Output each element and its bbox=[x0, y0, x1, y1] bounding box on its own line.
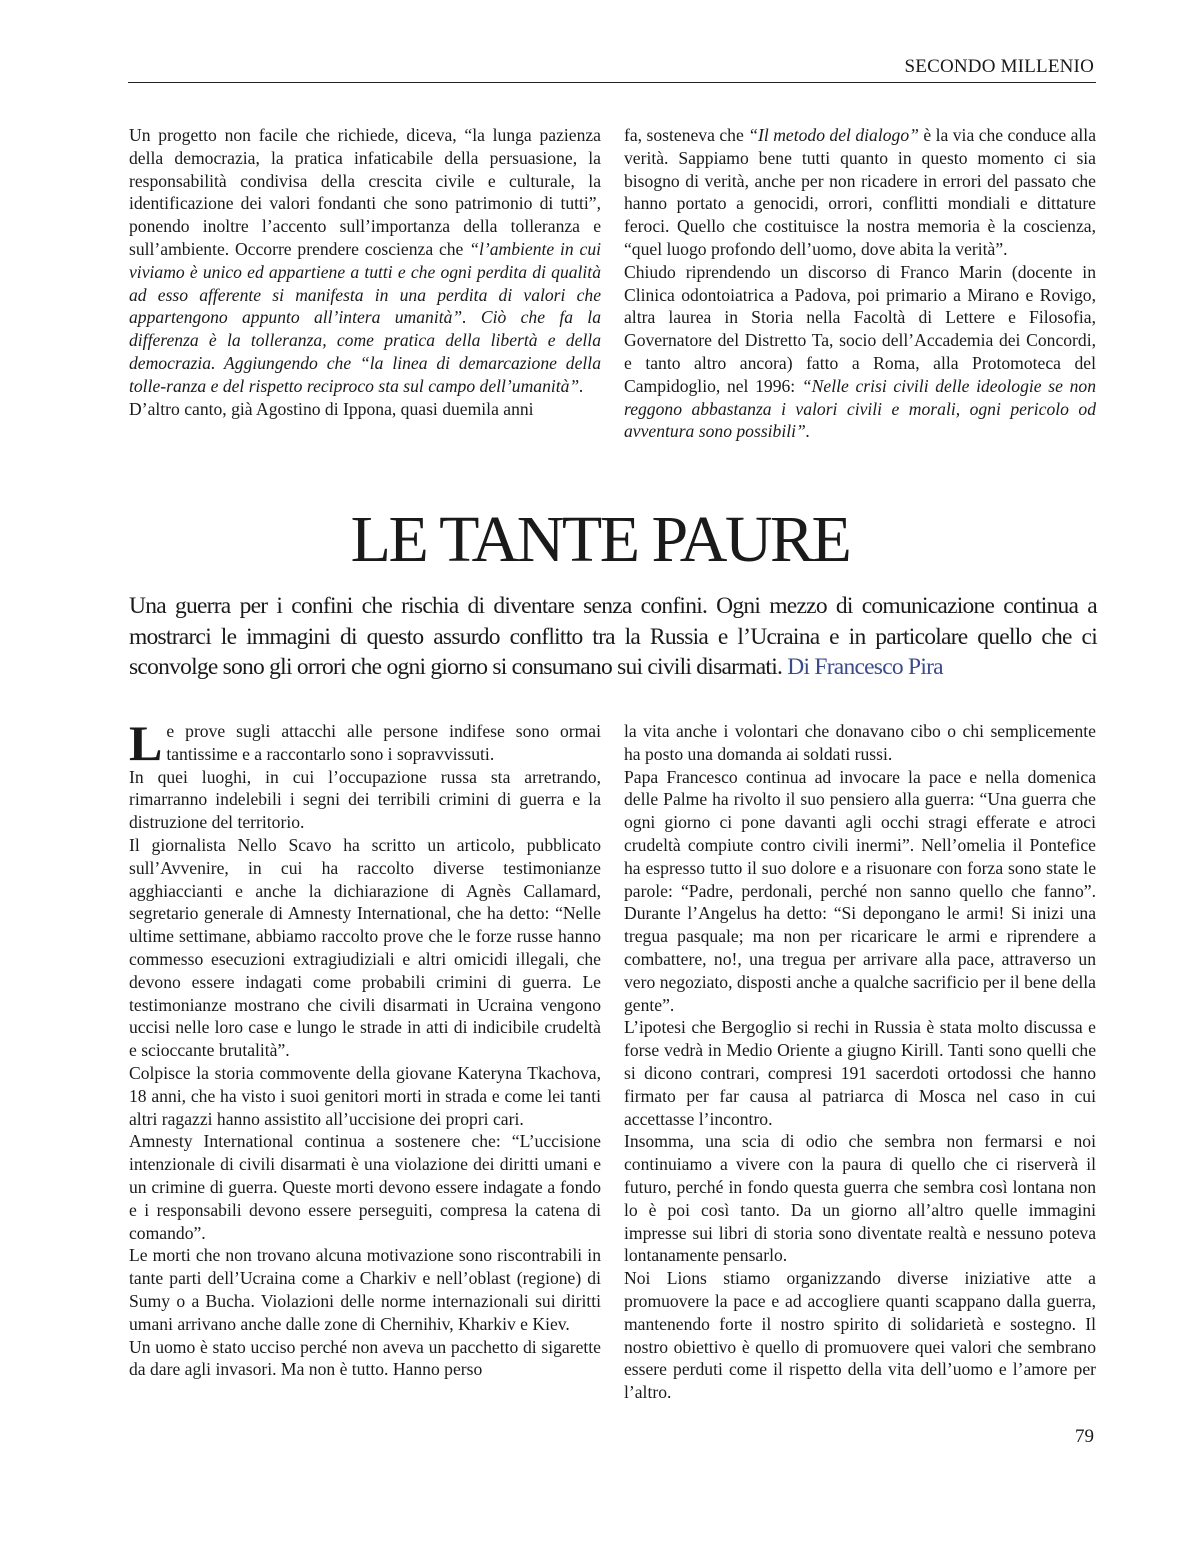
paragraph bbox=[624, 261, 1096, 443]
paragraph bbox=[624, 1016, 1096, 1130]
paragraph-text: L’ipotesi che Bergoglio si rechi in Russia è stata molto discussa e forse vedrà in Medio Oriente a giugno Kirill. Tanti sono quelli che si dicono contrari, compresi 191 sacerdoti ortodossi che hanno firmato per far causa al patriarca di Mosca nel caso in cui accettasse l’incontro. bbox=[624, 1017, 1096, 1129]
italic-text: “l’ambiente in cui viviamo è unico ed appartiene a tutti e che ogni perdita di qualità ad esso afferente si manifesta in una perdita di valori che appartengono appunto all’intera umanità”. Ciò che fa la differenza è la tolleranza, come pratica della libertà e della democrazia. Aggiungendo che “la linea di demarcazione della tolle-ranza e del rispetto reciproco sta sul campo dell’umanità”. bbox=[129, 238, 602, 396]
paragraph-text: Un uomo è stato ucciso perché non aveva un pacchetto di sigarette da dare agli invasori. Ma non è tutto. Hanno perso bbox=[129, 1336, 601, 1380]
paragraph bbox=[624, 1130, 1096, 1267]
paragraph bbox=[624, 720, 1096, 766]
paragraph bbox=[624, 766, 1096, 1017]
byline: Di Francesco Pira bbox=[787, 654, 943, 680]
paragraph bbox=[624, 1267, 1096, 1404]
paragraph bbox=[624, 124, 1096, 261]
top-article-col-1 bbox=[129, 124, 601, 420]
paragraph-text: Amnesty International continua a sostenere che: “L’uccisione intenzionale di civili disarmati è una violazione dei diritti umani e un crimine di guerra. Queste morti devono essere indagate a fondo e i responsabili devono essere perseguiti, compresa la catena di comando”. bbox=[129, 1131, 601, 1243]
paragraph bbox=[129, 1244, 601, 1335]
paragraph-text: In quei luoghi, in cui l’occupazione russa sta arretrando, rimarranno indelebili i segni dei terribili crimini di guerra e la distruzione del territorio. bbox=[129, 766, 601, 833]
article-col-2 bbox=[624, 720, 1096, 1404]
paragraph-text: Colpisce la storia commovente della giovane Kateryna Tkachova, 18 anni, che ha visto i suoi genitori morti in strada e come lei tanti altri ragazzi hanno assistito all’uccisione dei propri cari. bbox=[129, 1062, 601, 1129]
page-number: 79 bbox=[1075, 1426, 1094, 1447]
text-run: fa, sosteneva che bbox=[624, 125, 749, 145]
drop-cap: L bbox=[129, 715, 163, 771]
text-run: è la via che conduce alla verità. Sappiamo bene tutti quanto in questo momento ci sia bisogno di verità, anche per non ricadere in errori del passato che hanno portato a genocidi, orrori, conflitti mondiali e dittature feroci. Quello che costituisce la nostra memoria è la coscienza, “quel luogo profondo dell’uomo, dove abita la verità”. bbox=[624, 125, 1097, 259]
header-rule bbox=[128, 82, 1096, 83]
paragraph bbox=[129, 1062, 601, 1130]
paragraph-text: Papa Francesco continua ad invocare la pace e nella domenica delle Palme ha rivolto il suo pensiero alla guerra: “Una guerra che ogni giorno ci pone davanti agli occhi stragi efferate e atroci crudeltà compiute contro civili inermi”. Nell’omelia il Pontefice ha espresso tutto il suo dolore e a risuonare con forza sono state le parole: “Padre, perdonali, perché non sanno quello che fanno”. Durante l’Angelus ha detto: “Si depongano le armi! Si inizi una tregua pasquale; ma non per ricaricare le armi e riprendere a combattere, no!, una tregua per arrivare alla pace, attraverso un vero negoziato, disposti anche a qualche sacrificio per il bene della gente”. bbox=[624, 766, 1096, 1015]
paragraph-text: la vita anche i volontari che donavano cibo o chi semplicemente ha posto una domanda ai soldati russi. bbox=[624, 721, 1096, 764]
paragraph bbox=[129, 715, 601, 771]
running-header: SECONDO MILLENIO bbox=[904, 56, 1094, 77]
paragraph bbox=[129, 766, 601, 834]
paragraph bbox=[129, 1130, 601, 1244]
paragraph-text: Le morti che non trovano alcuna motivazione sono riscontrabili in tante parti dell’Ucraina come a Charkiv e nell’oblast (regione) di Sumy o a Bucha. Violazioni delle norme internazionali sui diritti umani arrivano anche dalle zone di Chernihiv, Kharkiv e Kiev. bbox=[129, 1245, 601, 1334]
text-run: D’altro canto, già Agostino di Ippona, quasi duemila anni bbox=[129, 398, 534, 419]
article-title: LE TANTE PAURE bbox=[350, 503, 850, 576]
paragraph bbox=[129, 834, 601, 1062]
paragraph bbox=[129, 1336, 601, 1382]
paragraph-text: Insomma, una scia di odio che sembra non fermarsi e noi continuiamo a vivere con la paura di quello che ci riserverà il futuro, perché in fondo questa guerra che sembra così lontana non lo è poi così tanto. Da un giorno all’altro quelle immagini impresse sui libri di storia sono diventate realtà e nessuno poteva lontanamente pensarlo. bbox=[624, 1131, 1096, 1266]
article-col-1 bbox=[129, 715, 601, 1381]
paragraph-text: Il giornalista Nello Scavo ha scritto un articolo, pubblicato sull’Avvenire, in cui ha raccolto diverse testimonianze agghiaccianti e anche la dichiarazione di Agnès Callamard, segretario generale di Amnesty International, che ha detto: “Nelle ultime settimane, abbiamo raccolto prove che le forze russe hanno commesso esecuzioni extragiudiziali e altri omicidi illegali, che devono essere indagati come probabili crimini di guerra. Le testimonianze mostrano che civili disarmati in Ucraina vengono uccisi nelle loro case e lungo le strade in atti di indicibile crudeltà e scioccante brutalità”. bbox=[129, 834, 601, 1061]
text-run: Chiudo riprendendo un discorso di Franco Marin (docente in Clinica odontoiatrica a Padova, poi primario a Mirano e Rovigo, altra laurea in Storia nella Facoltà di Lettere e Filosofia, Governatore del Distretto Ta, socio dell’Accademia dei Concordi, e tanto altro ancora) fatto a Roma, alla Protomoteca del Campidoglio, nel 1996: bbox=[624, 261, 1096, 396]
subtitle-text: Una guerra per i confini che rischia di diventare senza confini. Ogni mezzo di comunicazione continua a mostrarci le immagini di questo assurdo conflitto tra la Russia e l’Ucraina e in particolare quello che ci sconvolge sono gli orrori che ogni giorno si consumano sui civili disarmati. bbox=[129, 593, 1097, 680]
paragraph-text: Noi Lions stiamo organizzando diverse iniziative atte a promuovere la pace e ad accogliere quanti scappano dalla guerra, mantenendo forte il nostro spirito di solidarietà e sostegno. Il nostro obiettivo è quello di promuovere quei valori che sembrano essere perduti come il rispetto della vita dell’uomo e l’amore per l’altro. bbox=[624, 1268, 1096, 1403]
text-run: Un progetto non facile che richiede, diceva, “la lunga pazienza della democrazia, la pratica infaticabile della persuasione, la responsabilità condivisa della crescita civile e culturale, la identificazione dei valori fondanti che sono patrimonio di tutti”, ponendo inoltre l’accento sull’importanza della tolleranza e sull’ambiente. Occorre prendere coscienza che bbox=[129, 125, 601, 259]
top-article-col-2 bbox=[624, 124, 1096, 443]
paragraph-text: e prove sugli attacchi alle persone indifese sono ormai tantissime e a raccontarlo sono i sopravvissuti. bbox=[166, 721, 601, 764]
italic-text: “Nelle crisi civili delle ideologie se non reggono abbastanza i valori civili e morali, ogni pericolo od avventura sono possibili”. bbox=[624, 375, 1096, 442]
italic-text: “Il metodo del dialogo” bbox=[748, 125, 919, 145]
paragraph bbox=[129, 398, 601, 421]
article-subtitle bbox=[129, 591, 1097, 683]
paragraph bbox=[129, 124, 601, 398]
